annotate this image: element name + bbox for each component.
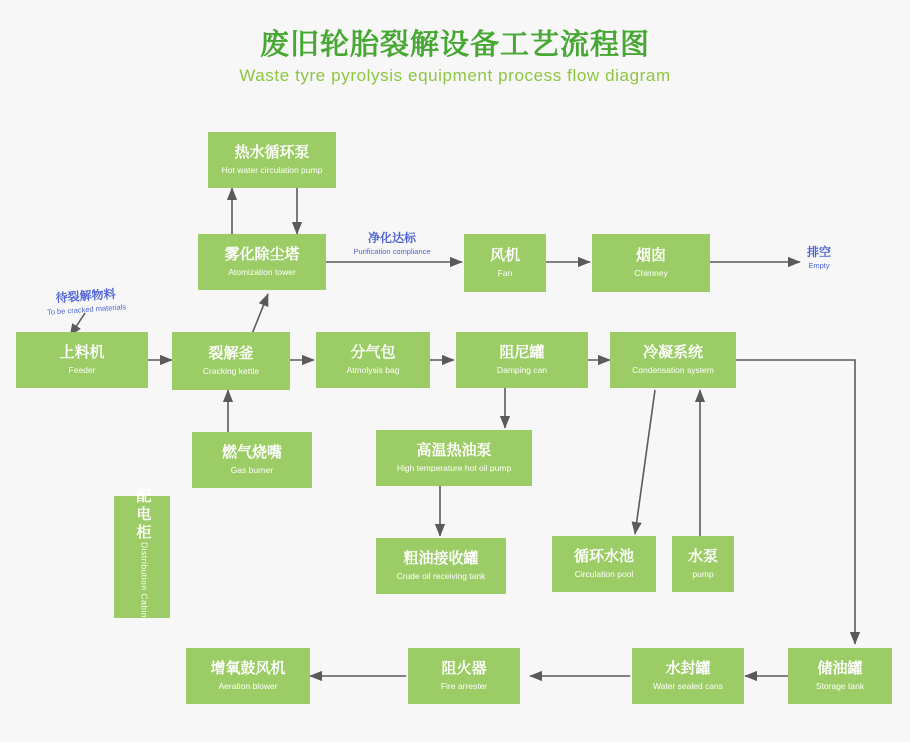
- node-cracking-kettle[interactable]: [172, 332, 290, 390]
- node-label-cn: 热水循环泵: [234, 143, 310, 161]
- node-label-en: Damping can: [496, 365, 548, 376]
- page-subtitle: Waste tyre pyrolysis equipment process flow diagram: [239, 66, 671, 85]
- node-label-en: Feeder: [68, 365, 96, 376]
- node-fan[interactable]: [464, 234, 546, 292]
- label-en: Purification compliance: [353, 247, 431, 257]
- node-label-cn: 循环水池: [573, 547, 634, 565]
- node-chimney[interactable]: [592, 234, 710, 292]
- node-label-cn: 配电柜: [134, 487, 152, 542]
- node-label-cn: 高温热油泵: [416, 441, 492, 459]
- node-label-en: Atomization tower: [228, 267, 296, 278]
- node-gas-burner[interactable]: [192, 432, 312, 488]
- node-label-cn: 裂解釜: [208, 344, 254, 362]
- node-label-en: Gas burner: [230, 465, 274, 476]
- node-label-en: pump: [692, 569, 714, 580]
- node-atmolysis-bag[interactable]: [316, 332, 430, 388]
- node-label-cn: 增氧鼓风机: [210, 659, 286, 677]
- node-label-cn: 上料机: [59, 343, 105, 361]
- node-label-cn: 水泵: [687, 547, 718, 565]
- node-label-en: Fire arrester: [440, 681, 488, 692]
- label-cn: 排空: [806, 245, 831, 259]
- node-label-en: Cracking kettle: [202, 366, 260, 377]
- label-cn: 净化达标: [367, 231, 416, 245]
- node-circulation-pool[interactable]: [552, 536, 656, 592]
- node-label-cn: 燃气烧嘴: [221, 443, 282, 461]
- node-label-cn: 储油罐: [817, 659, 863, 677]
- label-en: To be cracked materials: [46, 302, 127, 318]
- node-label-en: Storage tank: [815, 681, 865, 692]
- node-label-cn: 风机: [489, 246, 520, 264]
- node-label-en: Distribution Cabinet: [139, 541, 150, 627]
- node-distribution-cabinet[interactable]: [114, 487, 170, 627]
- node-label-cn: 阻火器: [441, 659, 487, 677]
- node-crude-oil-tank[interactable]: [376, 538, 506, 594]
- node-label-en: Water sealed cans: [652, 681, 724, 692]
- node-label-cn: 阻尼罐: [499, 343, 545, 361]
- node-label-cn: 冷凝系统: [642, 343, 703, 361]
- node-label-en: Hot water circulation pump: [221, 165, 323, 176]
- label-to-be-cracked-materials: [25, 285, 146, 319]
- node-label-cn: 粗油接收罐: [403, 549, 479, 567]
- node-label-en: Chimney: [634, 268, 668, 279]
- node-label-en: Condensation system: [632, 365, 714, 376]
- page-title: 废旧轮胎裂解设备工艺流程图: [259, 29, 650, 61]
- node-label-cn: 分气包: [350, 343, 396, 361]
- label-purification-compliance: [338, 231, 446, 256]
- node-aeration-blower[interactable]: [186, 648, 310, 704]
- node-condensation-system[interactable]: [610, 332, 736, 388]
- node-fire-arrester[interactable]: [408, 648, 520, 704]
- node-label-cn: 水封罐: [665, 659, 711, 677]
- node-label-en: Circulation pool: [574, 569, 634, 580]
- label-en: Empty: [808, 261, 830, 271]
- node-water-pump[interactable]: [672, 536, 734, 592]
- node-hot-water-pump[interactable]: [208, 132, 336, 188]
- node-hot-oil-pump[interactable]: [376, 430, 532, 486]
- node-label-en: Aeration blower: [218, 681, 278, 692]
- node-label-en: Crude oil receiving tank: [396, 571, 486, 582]
- node-water-sealed-cans[interactable]: [632, 648, 744, 704]
- node-label-cn: 雾化除尘塔: [224, 245, 300, 263]
- node-damping-can[interactable]: [456, 332, 588, 388]
- node-label-en: Fan: [497, 268, 513, 279]
- node-label-cn: 烟囱: [635, 246, 666, 264]
- node-label-en: Atmolysis bag: [346, 365, 400, 376]
- label-empty: [790, 245, 848, 270]
- node-storage-tank[interactable]: [788, 648, 892, 704]
- node-feeder[interactable]: [16, 332, 148, 388]
- node-atomization-tower[interactable]: [198, 234, 326, 290]
- node-label-en: High temperature hot oil pump: [396, 463, 512, 474]
- label-cn: 待裂解物料: [55, 286, 117, 306]
